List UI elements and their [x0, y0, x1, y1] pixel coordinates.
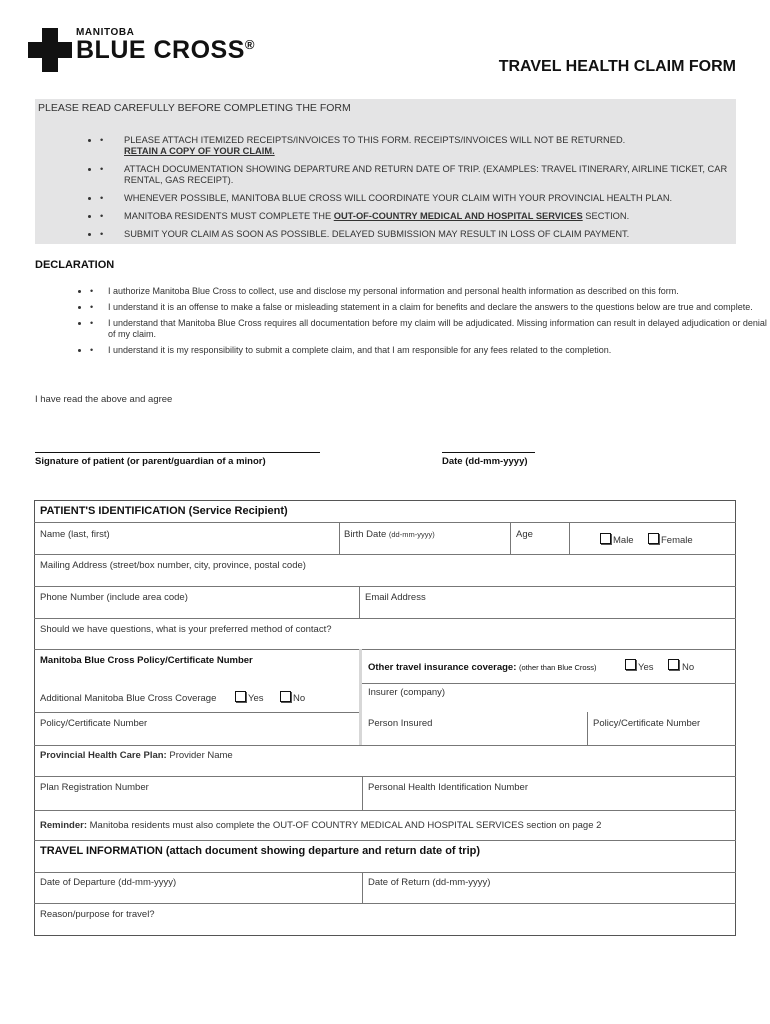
female-checkbox[interactable]	[648, 533, 659, 544]
policy-certificate-field[interactable]: Policy/Certificate Number	[40, 718, 148, 729]
departure-date-field[interactable]: Date of Departure (dd-mm-yyyy)	[40, 877, 177, 888]
notice-item: • • MANITOBA RESIDENTS MUST COMPLETE THE OUT-OF-COUNTRY MEDICAL AND HOSPITAL SERVICES SECTION.	[100, 211, 760, 222]
row-divider	[34, 903, 736, 904]
row-divider	[34, 745, 736, 746]
additional-coverage-no-checkbox[interactable]	[280, 691, 291, 702]
travel-reason-field[interactable]: Reason/purpose for travel?	[40, 909, 155, 920]
phone-field[interactable]: Phone Number (include area code)	[40, 592, 188, 603]
other-coverage-no-label: No	[682, 662, 695, 673]
notice-item: • • WHENEVER POSSIBLE, MANITOBA BLUE CROSS WILL COORDINATE YOUR CLAIM WITH YOUR PROVINCIAL HEALTH PLAN.	[100, 193, 760, 204]
female-label: Female	[661, 535, 693, 546]
row-divider	[362, 683, 736, 684]
insurer-field[interactable]: Insurer (company)	[368, 687, 446, 698]
declaration-title: DECLARATION	[35, 259, 115, 271]
signature-line[interactable]	[35, 452, 320, 453]
row-divider	[34, 522, 736, 523]
row-divider	[34, 712, 362, 713]
row-divider	[34, 618, 736, 619]
logo-manitoba: MANITOBA	[76, 27, 135, 38]
return-date-field[interactable]: Date of Return (dd-mm-yyyy)	[368, 877, 491, 888]
phin-field[interactable]: Personal Health Identification Number	[368, 782, 529, 793]
row-divider	[34, 872, 736, 873]
row-divider	[34, 810, 736, 811]
email-field[interactable]: Email Address	[365, 592, 426, 603]
declaration-item: • • I authorize Manitoba Blue Cross to collect, use and disclose my personal information and personal health information as described on this form.	[90, 286, 770, 297]
col-divider	[359, 649, 362, 745]
additional-coverage-yes-checkbox[interactable]	[235, 691, 246, 702]
form-title: TRAVEL HEALTH CLAIM FORM	[498, 58, 736, 75]
row-divider	[34, 586, 736, 587]
additional-coverage-no-label: No	[293, 693, 306, 704]
other-coverage-label: Other travel insurance coverage: (other than Blue Cross)	[368, 662, 597, 673]
notice-item: • • PLEASE ATTACH ITEMIZED RECEIPTS/INVOICES TO THIS FORM. RECEIPTS/INVOICES WILL NOT BE RETURNED. RETAIN A COPY OF YOUR CLAIM.	[100, 135, 760, 157]
notice-list	[60, 135, 760, 247]
notice-item: • • ATTACH DOCUMENTATION SHOWING DEPARTURE AND RETURN DATE OF TRIP. (EXAMPLES: TRAVEL ITINERARY, AIRLINE TICKET, CAR RENTAL, GAS RECEIPT).	[100, 164, 760, 186]
additional-coverage-yes-label: Yes	[248, 693, 264, 704]
row-divider	[34, 840, 736, 841]
col-divider	[362, 872, 363, 903]
date-line[interactable]	[442, 452, 535, 453]
birth-date-field[interactable]: Birth Date (dd-mm-yyyy)	[344, 529, 435, 540]
col-divider	[359, 586, 360, 618]
additional-coverage-label: Additional Manitoba Blue Cross Coverage	[40, 693, 217, 704]
row-divider	[34, 554, 736, 555]
male-label: Male	[613, 535, 634, 546]
agree-text: I have read the above and agree	[35, 394, 173, 405]
row-divider	[34, 776, 736, 777]
other-coverage-yes-label: Yes	[638, 662, 654, 673]
declaration-list	[50, 286, 770, 361]
logo-blue-cross: BLUE CROSS®	[76, 36, 255, 64]
age-field[interactable]: Age	[516, 529, 533, 540]
name-field[interactable]: Name (last, first)	[40, 529, 110, 540]
col-divider	[569, 522, 570, 554]
patient-section-title: PATIENT'S IDENTIFICATION (Service Recipient)	[40, 505, 288, 517]
logo-cross-icon	[28, 28, 72, 72]
person-insured-field[interactable]: Person Insured	[368, 718, 433, 729]
notice-heading: PLEASE READ CAREFULLY BEFORE COMPLETING THE FORM	[38, 102, 351, 114]
col-divider	[339, 522, 340, 554]
date-label: Date (dd-mm-yyyy)	[442, 456, 528, 467]
provincial-plan-field[interactable]: Provincial Health Care Plan: Provider Name	[40, 750, 233, 761]
plan-registration-field[interactable]: Plan Registration Number	[40, 782, 149, 793]
male-checkbox[interactable]	[600, 533, 611, 544]
declaration-item: • • I understand that Manitoba Blue Cross requires all documentation before my claim will be adjudicated. Missing information can result in delayed adjudication or denial of my claim.	[90, 318, 770, 340]
mailing-address-field[interactable]: Mailing Address (street/box number, city, province, postal code)	[40, 560, 306, 571]
col-divider	[510, 522, 511, 554]
declaration-item: • • I understand it is an offense to make a false or misleading statement in a claim for benefits and declare the answers to the questions below are true and complete.	[90, 302, 770, 313]
policy-number-field[interactable]: Manitoba Blue Cross Policy/Certificate Number	[40, 655, 253, 666]
signature-label: Signature of patient (or parent/guardian of a minor)	[35, 456, 266, 467]
declaration-item: • • I understand it is my responsibility to submit a complete claim, and that I am responsible for any fees related to the completion.	[90, 345, 770, 356]
col-divider	[587, 712, 588, 745]
other-coverage-no-checkbox[interactable]	[668, 659, 679, 670]
row-divider	[34, 649, 736, 650]
other-coverage-yes-checkbox[interactable]	[625, 659, 636, 670]
reminder-text: Reminder: Manitoba residents must also complete the OUT-OF COUNTRY MEDICAL AND HOSPITAL SERVICES section on page 2	[40, 820, 602, 831]
contact-method-field[interactable]: Should we have questions, what is your preferred method of contact?	[40, 624, 332, 635]
notice-item: • • SUBMIT YOUR CLAIM AS SOON AS POSSIBLE. DELAYED SUBMISSION MAY RESULT IN LOSS OF CLAIM PAYMENT.	[100, 229, 760, 240]
col-divider	[362, 776, 363, 810]
travel-section-title: TRAVEL INFORMATION (attach document showing departure and return date of trip)	[40, 845, 481, 857]
other-policy-certificate-field[interactable]: Policy/Certificate Number	[593, 718, 701, 729]
